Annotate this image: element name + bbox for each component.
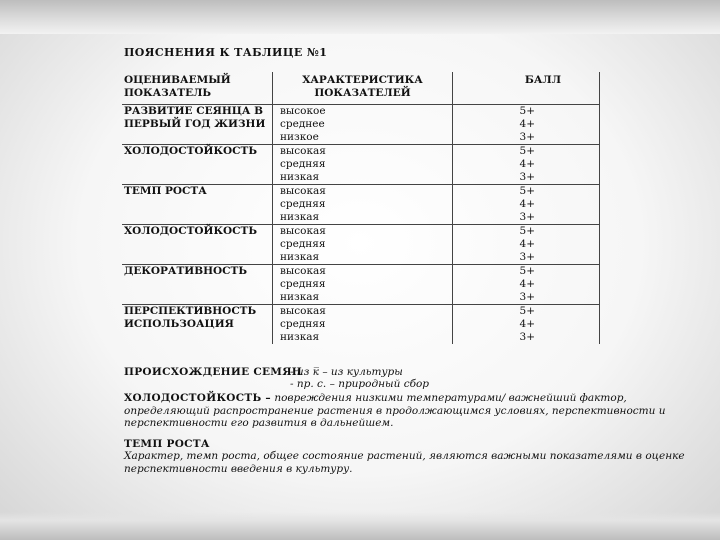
score-cell: 5+ bbox=[453, 305, 600, 319]
origin-note bbox=[124, 366, 564, 392]
characteristic-cell: высокая bbox=[273, 185, 453, 199]
indicator-label: ТЕМП РОСТА bbox=[122, 185, 273, 225]
page-title: ПОЯСНЕНИЯ К ТАБЛИЦЕ №1 bbox=[124, 46, 328, 59]
characteristic-cell: средняя bbox=[273, 198, 453, 211]
growth-text-2: перспективности введения в культуру. bbox=[124, 462, 353, 475]
indicator-label: ДЕКОРАТИВНОСТЬ bbox=[122, 265, 273, 305]
characteristic-cell: высокая bbox=[273, 265, 453, 279]
characteristic-cell: средняя bbox=[273, 238, 453, 251]
characteristic-cell: высокая bbox=[273, 225, 453, 239]
characteristic-cell: низкая bbox=[273, 171, 453, 185]
characteristic-cell: низкая bbox=[273, 331, 453, 344]
score-cell: 5+ bbox=[453, 225, 600, 239]
cold-label: ХОЛОДОСТОЙКОСТЬ – bbox=[124, 392, 271, 404]
score-cell: 5+ bbox=[453, 265, 600, 279]
characteristic-cell: высокое bbox=[273, 105, 453, 119]
score-cell: 3+ bbox=[453, 211, 600, 225]
score-cell: 3+ bbox=[453, 291, 600, 305]
score-cell: 4+ bbox=[453, 118, 600, 131]
score-cell: 5+ bbox=[453, 185, 600, 199]
characteristic-cell: высокая bbox=[273, 145, 453, 159]
characteristic-cell: высокая bbox=[273, 305, 453, 319]
evaluation-table bbox=[122, 72, 600, 344]
indicator-label: ХОЛОДОСТОЙКОСТЬ bbox=[122, 145, 273, 185]
cold-text-3: перспективности его развития в дальнейшем. bbox=[124, 417, 394, 429]
score-cell: 4+ bbox=[453, 158, 600, 171]
score-cell: 3+ bbox=[453, 171, 600, 185]
characteristic-cell: низкое bbox=[273, 131, 453, 145]
score-cell: 3+ bbox=[453, 331, 600, 344]
score-cell: 4+ bbox=[453, 278, 600, 291]
origin-line-1: - из к̅ – из культуры bbox=[290, 366, 403, 378]
score-cell: 5+ bbox=[453, 105, 600, 119]
origin-label: ПРОИСХОЖДЕНИЕ СЕМЯН bbox=[124, 366, 303, 378]
characteristic-cell: средняя bbox=[273, 158, 453, 171]
table-body bbox=[122, 105, 600, 345]
table-header-row bbox=[122, 72, 600, 105]
header-score: БАЛЛ bbox=[453, 72, 600, 105]
cold-note-line-1 bbox=[124, 392, 627, 405]
table-row bbox=[122, 225, 600, 239]
header-indicator: ОЦЕНИВАЕМЫЙ ПОКАЗАТЕЛЬ bbox=[122, 72, 273, 105]
table-row bbox=[122, 145, 600, 159]
characteristic-cell: низкая bbox=[273, 251, 453, 265]
cold-text-1: повреждения низкими температурами/ важнейший фактор, bbox=[270, 392, 627, 404]
score-cell: 4+ bbox=[453, 198, 600, 211]
score-cell: 4+ bbox=[453, 238, 600, 251]
origin-line-2: - пр. с. – природный сбор bbox=[290, 378, 430, 390]
table-row bbox=[122, 185, 600, 199]
header-characteristic: ХАРАКТЕРИСТИКА ПОКАЗАТЕЛЕЙ bbox=[273, 72, 453, 105]
characteristic-cell: низкая bbox=[273, 291, 453, 305]
indicator-label: РАЗВИТИЕ СЕЯНЦА В ПЕРВЫЙ ГОД ЖИЗНИ bbox=[124, 105, 266, 130]
table-row bbox=[122, 265, 600, 279]
table-row bbox=[122, 305, 600, 319]
indicator-label: ХОЛОДОСТОЙКОСТЬ bbox=[122, 225, 273, 265]
table-row bbox=[122, 105, 600, 119]
top-decorative-band bbox=[0, 0, 720, 34]
characteristic-cell: низкая bbox=[273, 211, 453, 225]
notes-section bbox=[124, 366, 685, 475]
score-cell: 3+ bbox=[453, 251, 600, 265]
cold-text-2: определяющий распространение растения в продолжающимся условиях, перспективности и bbox=[124, 404, 666, 417]
growth-label: ТЕМП РОСТА bbox=[124, 437, 210, 450]
indicator-label: ПЕРСПЕКТИВНОСТЬ ИСПОЛЬЗОАЦИЯ bbox=[122, 305, 273, 345]
characteristic-cell: средняя bbox=[273, 318, 453, 331]
characteristic-cell: среднее bbox=[273, 118, 453, 131]
growth-text-1: Характер, темп роста, общее состояние растений, являются важными показателями в оценке bbox=[124, 450, 685, 462]
score-cell: 4+ bbox=[453, 318, 600, 331]
score-cell: 3+ bbox=[453, 131, 600, 145]
characteristic-cell: средняя bbox=[273, 278, 453, 291]
score-cell: 5+ bbox=[453, 145, 600, 159]
bottom-decorative-band bbox=[0, 512, 720, 540]
